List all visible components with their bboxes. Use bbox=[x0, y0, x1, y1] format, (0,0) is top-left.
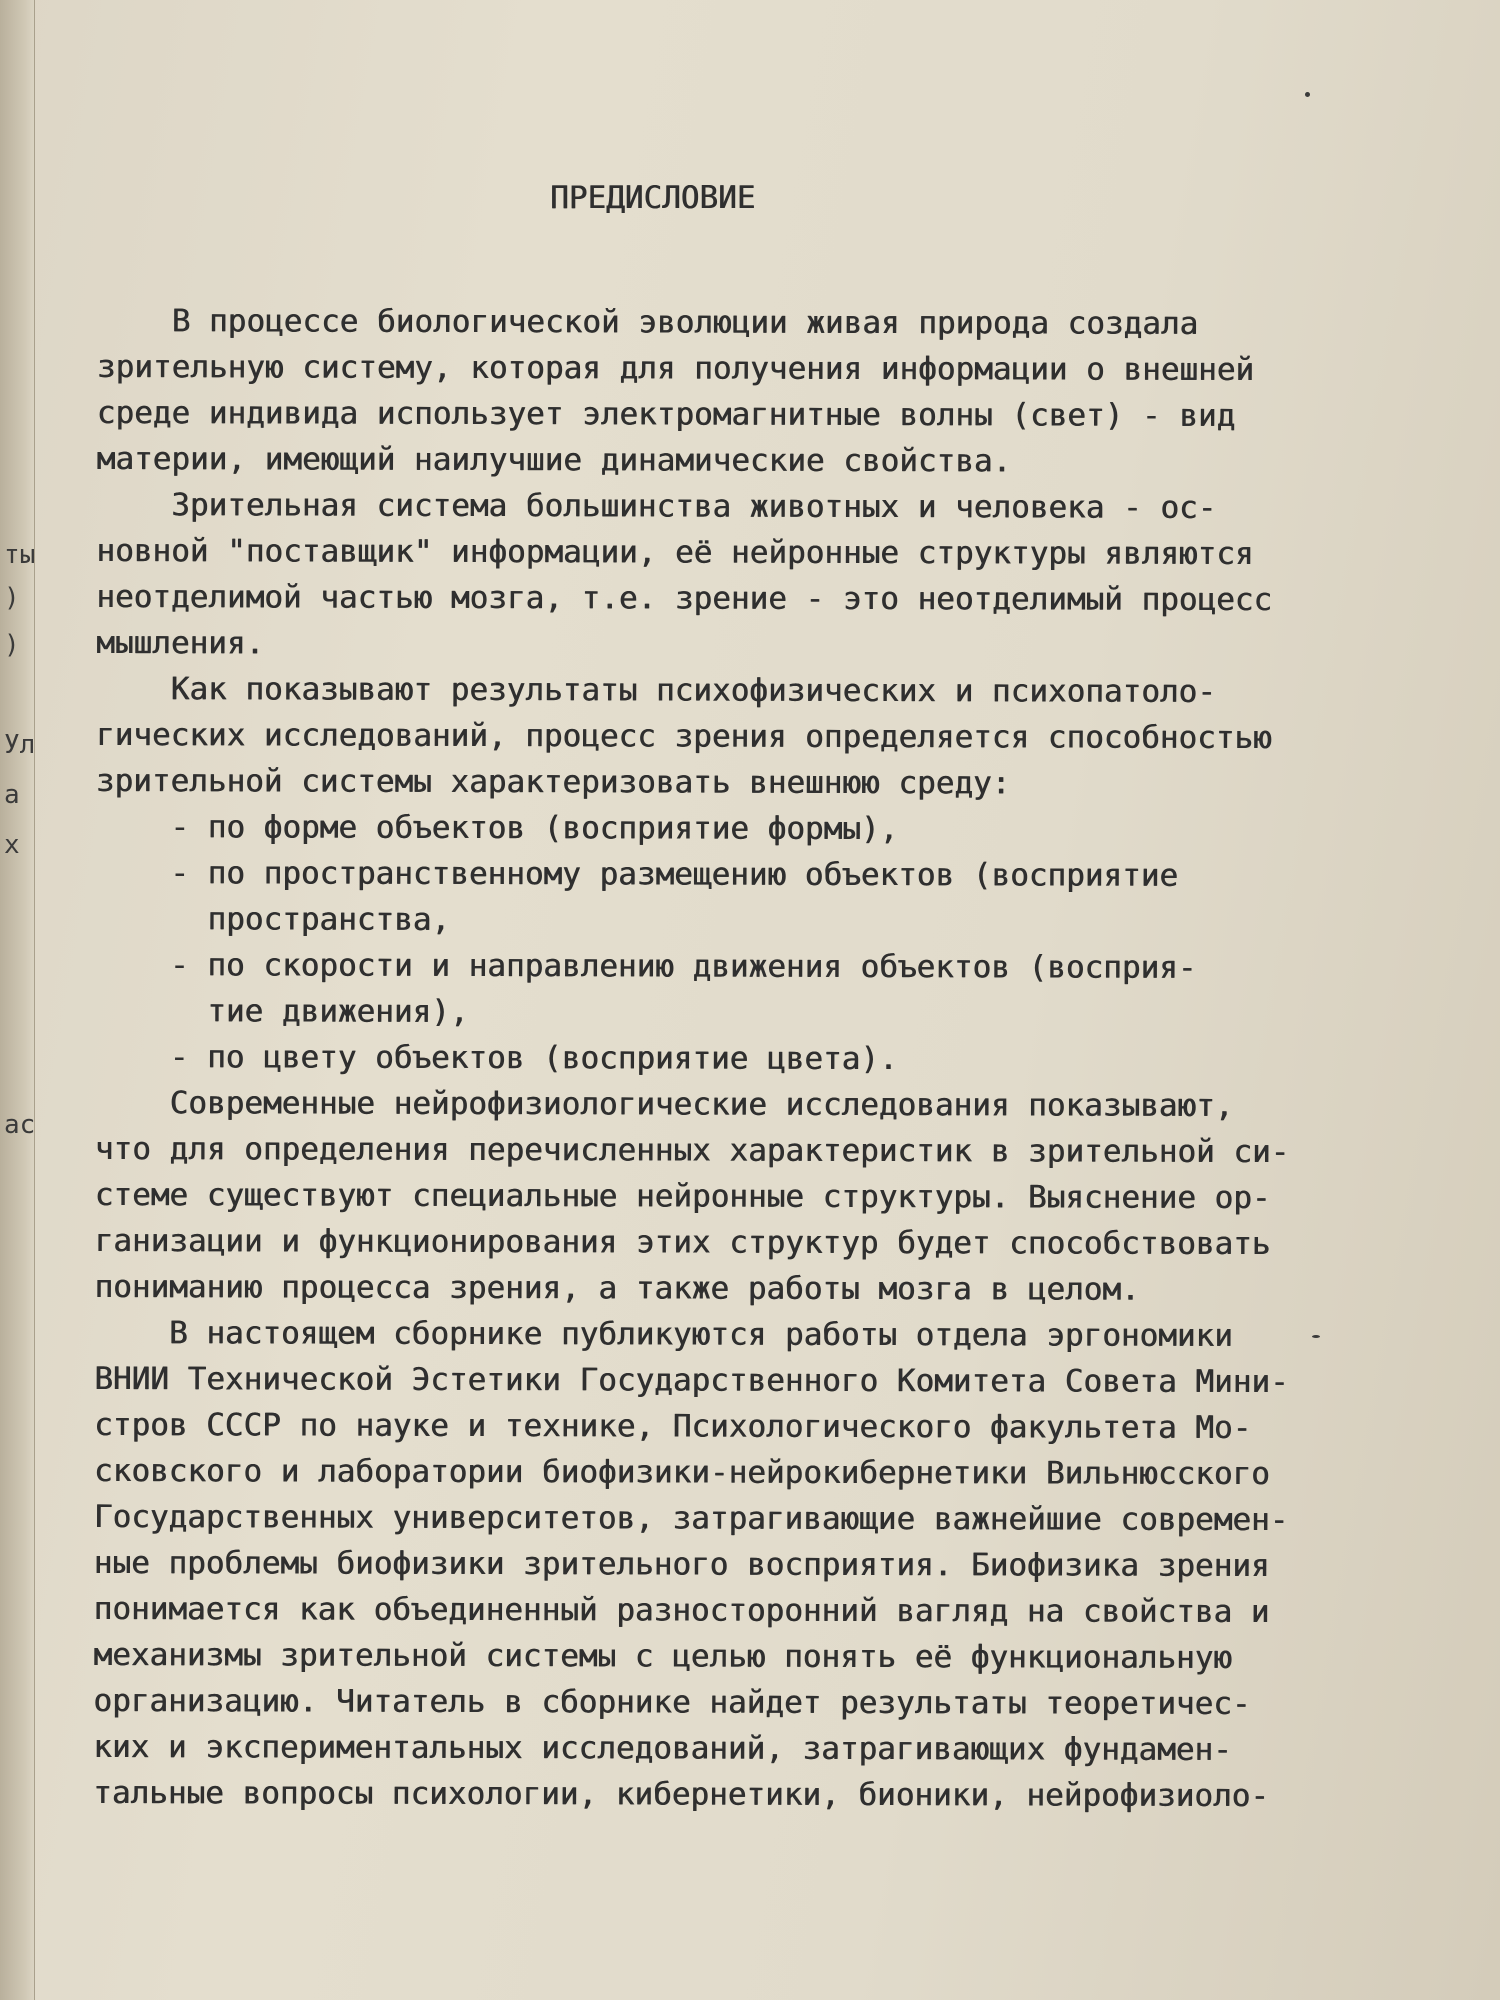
text-line: стров СССР по науке и технике, Психологического факультета Мо- bbox=[94, 1406, 1252, 1447]
margin-fragment: а bbox=[4, 780, 20, 810]
margin-fragment: х bbox=[4, 830, 20, 860]
text-line: тие движения), bbox=[95, 992, 469, 1030]
text-line: организацию. Читатель в сборнике найдет результаты теоретичес- bbox=[93, 1682, 1251, 1723]
paper-speck bbox=[1312, 1335, 1320, 1338]
margin-fragment: ас bbox=[4, 1110, 36, 1140]
body-text bbox=[93, 298, 1291, 1819]
text-line: В настоящем сборнике публикуются работы отдела эргономики bbox=[94, 1314, 1233, 1354]
text-line: стеме существуют специальные нейронные структуры. Выяснение ор- bbox=[94, 1176, 1271, 1217]
text-line: понимается как объединенный разносторонний вагляд на свойства и bbox=[93, 1590, 1270, 1631]
text-line: ные проблемы биофизики зрительного восприятия. Биофизика зрения bbox=[93, 1544, 1270, 1585]
text-line: Государственных университетов, затрагивающие важнейшие современ- bbox=[93, 1498, 1289, 1539]
text-line: - по форме объектов (восприятие формы), bbox=[95, 808, 899, 848]
text-line: пространства, bbox=[95, 900, 451, 938]
text-line: - по пространственному размещению объектов (восприятие bbox=[95, 854, 1179, 894]
text-line: среде индивида использует электромагнитные волны (свет) - вид bbox=[96, 394, 1236, 434]
text-line: тальные вопросы психологии, кибернетики, бионики, нейрофизиоло- bbox=[93, 1774, 1269, 1815]
text-line: мышления. bbox=[96, 624, 265, 662]
text-line: механизмы зрительной системы с целью понять её функциональную bbox=[93, 1636, 1232, 1676]
margin-fragment: ты bbox=[4, 540, 36, 570]
text-line: зрительную систему, которая для получения информации о внешней bbox=[96, 348, 1255, 389]
text-line: материи, имеющий наилучшие динамические свойства. bbox=[96, 440, 1012, 480]
margin-fragment: ) bbox=[4, 583, 20, 613]
text-line: ВНИИ Технической Эстетики Государственного Комитета Совета Мини- bbox=[94, 1360, 1289, 1401]
margin-fragment: ) bbox=[4, 630, 20, 660]
text-line: - по скорости и направлению движения объектов (восприя- bbox=[95, 946, 1197, 986]
text-line: сковского и лаборатории биофизики-нейрокибернетики Вильнюсского bbox=[93, 1452, 1270, 1493]
text-line: новной "поставщик" информации, её нейронные структуры являются bbox=[96, 532, 1254, 573]
text-line: Зрительная система большинства животных и человека - ос- bbox=[96, 486, 1217, 526]
text-line: пониманию процесса зрения, а также работы мозга в целом. bbox=[94, 1268, 1140, 1308]
text-line: гических исследований, процесс зрения определяется способностью bbox=[95, 716, 1272, 757]
text-line: ганизации и функционирования этих структур будет способствовать bbox=[94, 1222, 1271, 1263]
adjacent-page-edge bbox=[0, 0, 35, 2000]
text-line: зрительной системы характеризовать внешнюю среду: bbox=[95, 762, 1011, 802]
text-line: ких и экспериментальных исследований, затрагивающих фундамен- bbox=[93, 1728, 1232, 1768]
page-title: ПРЕДИСЛОВИЕ bbox=[550, 180, 756, 216]
text-line: В процессе биологической эволюции живая природа создала bbox=[96, 302, 1199, 342]
text-line: Как показывают результаты психофизических и психопатоло- bbox=[95, 670, 1216, 710]
text-line: - по цвету объектов (восприятие цвета). bbox=[94, 1038, 898, 1078]
margin-fragment: Ул bbox=[4, 730, 36, 760]
paper-speck bbox=[1305, 92, 1310, 97]
text-line: что для определения перечисленных характеристик в зрительной си- bbox=[94, 1130, 1290, 1171]
text-line: неотделимой частью мозга, т.е. зрение - это неотделимый процесс bbox=[96, 578, 1273, 619]
text-line: Современные нейрофизиологические исследования показывают, bbox=[94, 1084, 1234, 1124]
